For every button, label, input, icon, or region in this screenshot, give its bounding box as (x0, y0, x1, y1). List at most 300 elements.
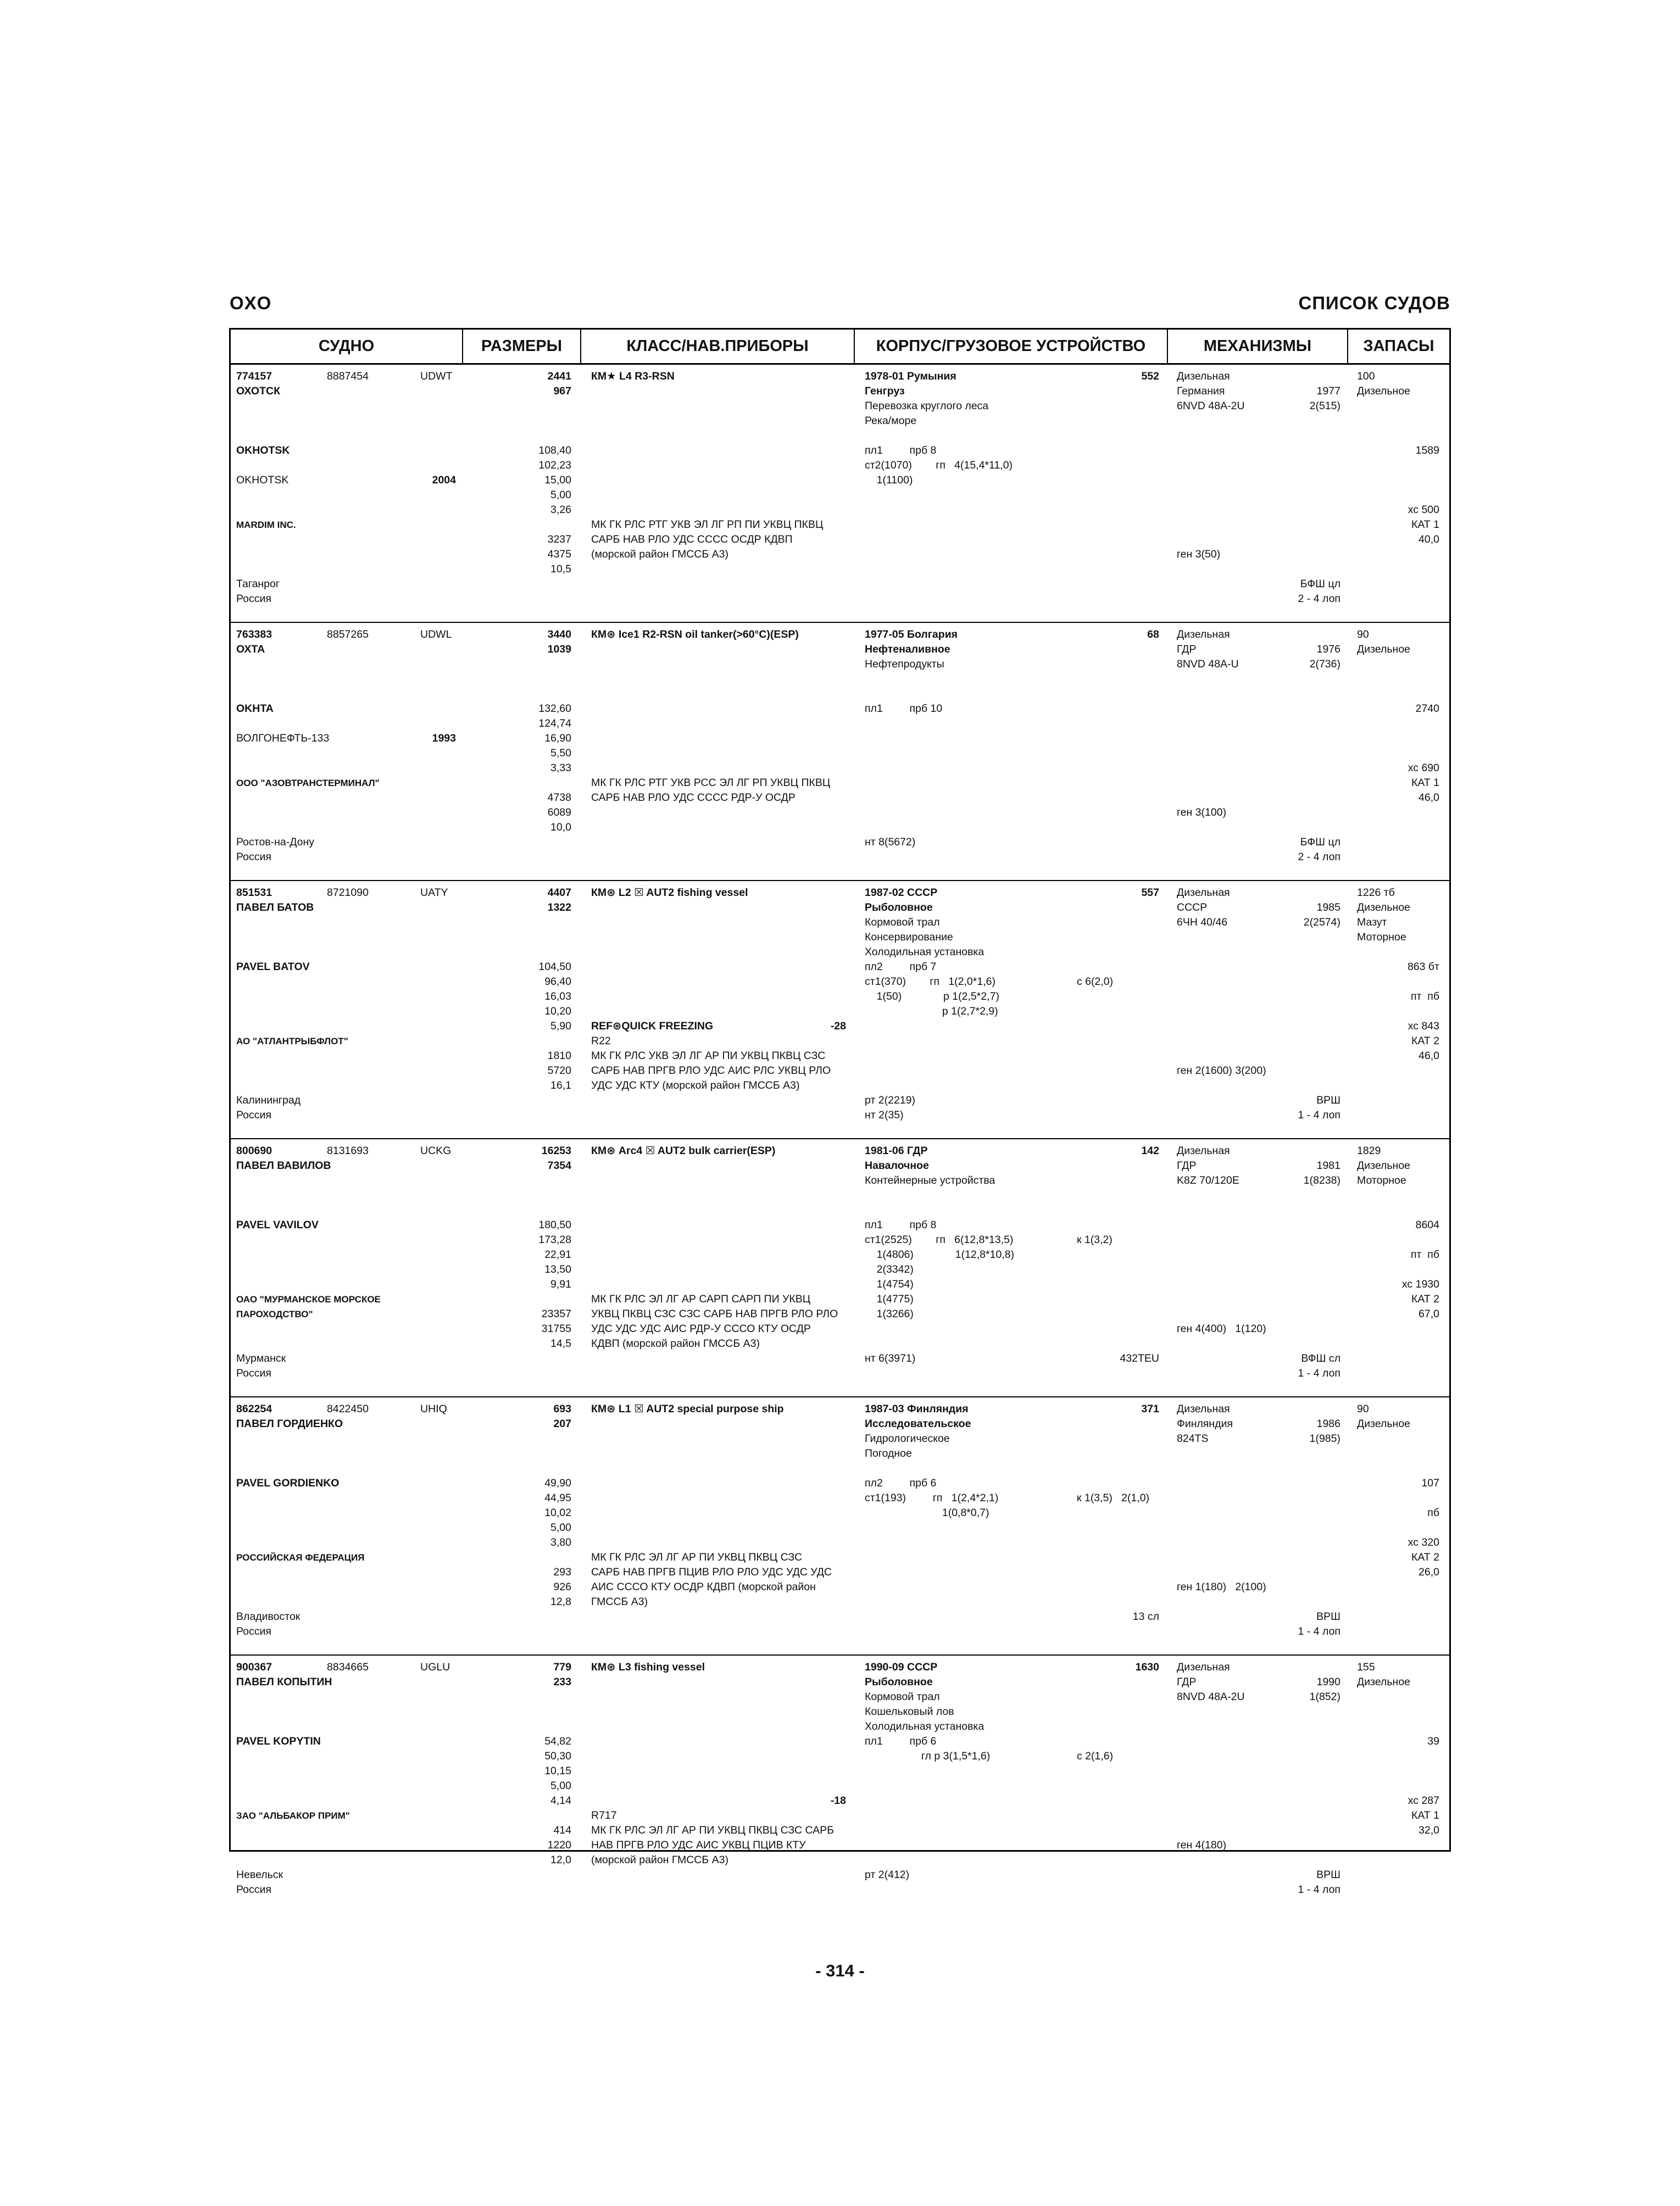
propeller-blades: 1 - 4 лоп (1298, 1109, 1340, 1121)
hold-line: ст1(2525) гп 6(12,8*13,5) (865, 1234, 1014, 1246)
crew-stock: хс 320 (1408, 1536, 1439, 1548)
reg-number: 774157 (236, 370, 272, 382)
engine-year: 1990 (1316, 1676, 1340, 1688)
nav-devices-line: (морской район ГМССБ А3) (591, 548, 728, 560)
ship-name-latin: PAVEL VAVILOV (236, 1219, 319, 1231)
ship-purpose: Нефтепродукты (865, 658, 944, 670)
nav-devices-line: МК ГК РЛС ЭЛ ЛГ АР ПИ УКВЦ ПКВЦ СЗС САРБ (591, 1824, 835, 1836)
country: Россия (236, 1109, 271, 1121)
size-value: 44,95 (544, 1492, 571, 1504)
stock-top: 100 (1357, 370, 1375, 382)
hull-number: 1630 (1135, 1661, 1159, 1673)
hold-line: р 1(2,7*2,9) (865, 1005, 998, 1017)
ship-name-latin: OKHTA (236, 703, 274, 715)
refrigeration-temp: -18 (830, 1795, 846, 1807)
hull-bottom-note: рт 2(2219) нт 2(35) (865, 1094, 915, 1121)
size-value: 5,00 (550, 489, 571, 501)
nav-devices-line: САРБ НАВ ПРГВ РЛО УДС АИС РЛС УКВЦ РЛО (591, 1065, 831, 1077)
ship-name: ПАВЕЛ БАТОВ (236, 901, 314, 913)
size-value: 967 (553, 385, 571, 397)
ship-purpose: Кошельковый лов (865, 1706, 954, 1718)
size-value: 5,90 (550, 1020, 571, 1032)
stock-top: 90 (1357, 1403, 1369, 1415)
size-value: 104,50 (538, 961, 571, 973)
ship-purpose: Кормовой трал (865, 1691, 940, 1703)
size-value: 9,91 (550, 1278, 571, 1290)
call-sign: UGLU (420, 1661, 450, 1673)
hold-line: 1(50) р 1(2,5*2,7) (865, 990, 999, 1002)
size-value: 3,33 (550, 762, 571, 774)
class-notation: КМ⊛ L1 ☒ AUT2 special purpose ship (591, 1403, 784, 1415)
container-capacity: 13 сл (1132, 1611, 1159, 1623)
hold-line: пл1 прб 8 (865, 444, 937, 456)
size-value: 16,1 (550, 1079, 571, 1091)
propeller: БФШ цл (1300, 836, 1340, 848)
engine-year: 1986 (1316, 1418, 1340, 1430)
size-value: 693 (553, 1403, 571, 1415)
stock-mid: 8604 (1415, 1219, 1439, 1231)
size-value: 10,0 (550, 821, 571, 833)
stock-mid2: пт пб (1410, 990, 1439, 1002)
size-value: 10,15 (544, 1765, 571, 1777)
crew-stock: хс 690 (1408, 762, 1439, 774)
ship-name-latin: PAVEL GORDIENKO (236, 1477, 340, 1489)
hold-line: 2(3342) 1(4754) 1(4775) 1(3266) (876, 1263, 914, 1320)
size-value: 180,50 (538, 1219, 571, 1231)
engine-type: Дизельная (1177, 370, 1230, 382)
hold-line: ст1(193) гп 1(2,4*2,1) (865, 1492, 999, 1504)
size-value: 15,00 (544, 474, 571, 486)
imo-number: 8422450 (327, 1403, 369, 1415)
owner: АО "АТЛАНТРЫБФЛОТ" (236, 1036, 348, 1046)
nav-devices-line: САРБ НАВ РЛО УДС СССС ОСДР КДВП (591, 533, 793, 545)
ship-type: Исследовательское (865, 1418, 971, 1430)
engine-type: Дизельная (1177, 1145, 1230, 1157)
size-value: 233 (553, 1676, 571, 1688)
stock-mid: 39 (1427, 1735, 1439, 1747)
running-header-left: OXO (230, 293, 272, 313)
country: Россия (236, 593, 271, 605)
stock-top: 1226 тб (1357, 887, 1395, 899)
hull-number: 552 (1141, 370, 1159, 382)
ship-name: ПАВЕЛ ГОРДИЕНКО (236, 1418, 343, 1430)
size-value: 23357 (541, 1308, 571, 1320)
class-notation: КМ★ L4 R3-RSN (591, 370, 675, 382)
country: Россия (236, 1884, 271, 1896)
size-value: 50,30 (544, 1750, 571, 1762)
propeller: ВРШ (1316, 1094, 1340, 1106)
country: Россия (236, 851, 271, 863)
former-name-year: 1993 (432, 732, 456, 744)
stock-fuel: Дизельное (1357, 1418, 1411, 1430)
ship-entry (231, 1139, 1449, 1397)
container-capacity: 432TEU (1120, 1352, 1159, 1364)
engine-model: 6ЧН 40/46 (1177, 916, 1228, 928)
engine-year: 1985 (1316, 901, 1340, 913)
generators: ген 4(400) 1(120) (1177, 1323, 1266, 1335)
crew-value: 46,0 (1418, 792, 1439, 804)
former-name-year: 2004 (432, 474, 456, 486)
size-value: 16,90 (544, 732, 571, 744)
stock-top: 155 (1357, 1661, 1375, 1673)
size-value: 5,50 (550, 747, 571, 759)
size-value: 4738 (547, 792, 571, 804)
call-sign: UDWT (420, 370, 453, 382)
crew-category: КАТ 1 (1411, 1809, 1439, 1821)
size-value: 108,40 (538, 444, 571, 456)
refrigeration-temp: -28 (830, 1020, 846, 1032)
stock-fuel: Мазут (1357, 916, 1387, 928)
crew-stock: хс 1930 (1401, 1278, 1439, 1290)
size-value: 4,14 (550, 1795, 571, 1807)
owner: MARDIM INC. (236, 520, 296, 530)
class-notation: КМ⊛ L2 ☒ AUT2 fishing vessel (591, 887, 748, 899)
home-port: Ростов-на-Дону (236, 836, 315, 848)
hull-bottom-note: нт 8(5672) (865, 836, 916, 848)
propeller: ВРШ (1316, 1869, 1340, 1881)
stock-fuel: Дизельное (1357, 901, 1411, 913)
propeller-blades: 1 - 4 лоп (1298, 1884, 1340, 1896)
size-value: 10,20 (544, 1005, 571, 1017)
home-port: Таганрог (236, 578, 280, 590)
size-value: 293 (553, 1566, 571, 1578)
col-header-dimensions: РАЗМЕРЫ (481, 337, 563, 355)
stock-mid2: пт пб (1410, 1249, 1439, 1261)
size-value: 3,80 (550, 1536, 571, 1548)
size-value: 12,0 (550, 1854, 571, 1866)
cargo-gear: к 1(3,5) 2(1,0) (1077, 1492, 1150, 1504)
engine-country: Германия (1177, 385, 1225, 397)
size-value: 6089 (547, 806, 571, 818)
engine-power: 1(8238) (1303, 1174, 1340, 1186)
build-info: 1977-05 Болгария (865, 628, 958, 640)
hull-number: 68 (1147, 628, 1159, 640)
hold-line: пл2 прб 7 (865, 961, 937, 973)
ship-entry (231, 1397, 1449, 1656)
build-info: 1987-02 СССР (865, 887, 938, 899)
class-notation: КМ⊛ Ice1 R2-RSN oil tanker(>60°C)(ESP) (591, 628, 799, 640)
crew-value: 67,0 (1418, 1308, 1439, 1320)
home-port: Невельск (236, 1869, 283, 1881)
build-info: 1978-01 Румыния (865, 370, 956, 382)
size-value: 4375 (547, 548, 571, 560)
hold-line: 1(1100) (865, 474, 913, 486)
size-value: 779 (553, 1661, 571, 1673)
nav-devices-line: МК ГК РЛС РТГ УКВ РСС ЭЛ ЛГ РП УКВЦ ПКВЦ (591, 777, 831, 789)
hold-line: ст2(1070) гп 4(15,4*11,0) (865, 459, 1013, 471)
cargo-gear: с 2(1,6) (1077, 1750, 1114, 1762)
stock-fuel: Дизельное (1357, 1160, 1411, 1172)
imo-number: 8131693 (327, 1145, 369, 1157)
size-value: 49,90 (544, 1477, 571, 1489)
reg-number: 862254 (236, 1403, 272, 1415)
hull-bottom-note: нт 6(3971) (865, 1352, 916, 1364)
nav-devices-line: САРБ НАВ ПРГВ ПЦИВ РЛО РЛО УДС УДС УДС (591, 1566, 832, 1578)
size-value: 31755 (541, 1323, 571, 1335)
nav-devices-line: МК ГК РЛС ЭЛ ЛГ АР ПИ УКВЦ ПКВЦ СЗС (591, 1551, 803, 1563)
engine-year: 1977 (1316, 385, 1340, 397)
reg-number: 800690 (236, 1145, 272, 1157)
nav-devices-line: УДС УДС УДС АИС РДР-У СССО КТУ ОСДР (591, 1323, 811, 1335)
crew-category: КАТ 1 (1411, 519, 1439, 531)
ship-name-latin: OKHOTSK (236, 444, 290, 456)
engine-type: Дизельная (1177, 1661, 1230, 1673)
size-value: 124,74 (538, 717, 571, 729)
propeller-blades: 1 - 4 лоп (1298, 1625, 1340, 1637)
size-value: 926 (553, 1581, 571, 1593)
crew-value: 46,0 (1418, 1050, 1439, 1062)
size-value: 3237 (547, 533, 571, 545)
class-notation: КМ⊛ Arc4 ☒ AUT2 bulk carrier(ESP) (591, 1145, 776, 1157)
size-value: 3,26 (550, 504, 571, 516)
country: Россия (236, 1367, 271, 1379)
engine-year: 1976 (1316, 643, 1340, 655)
engine-type: Дизельная (1177, 1403, 1230, 1415)
hold-line: пл1 прб 10 (865, 703, 943, 715)
hold-line: 1(0,8*0,7) (865, 1507, 989, 1519)
size-value: 2441 (547, 370, 571, 382)
engine-power: 2(515) (1309, 400, 1340, 412)
size-value: 5720 (547, 1065, 571, 1077)
stock-fuel: Моторное (1357, 1174, 1406, 1186)
stock-fuel: Дизельное (1357, 385, 1411, 397)
propeller-blades: 2 - 4 лоп (1298, 593, 1340, 605)
size-value: 14,5 (550, 1338, 571, 1350)
home-port: Калининград (236, 1094, 301, 1106)
col-header-stocks: ЗАПАСЫ (1363, 337, 1434, 355)
engine-country: ГДР (1177, 1676, 1197, 1688)
size-value: 1220 (547, 1839, 571, 1851)
ship-purpose: Гидрологическое (865, 1433, 950, 1445)
size-value: 173,28 (538, 1234, 571, 1246)
col-header-hull: КОРПУС/ГРУЗОВОЕ УСТРОЙСТВО (876, 337, 1146, 355)
table-header-row (231, 330, 1449, 365)
ship-name: ПАВЕЛ ВАВИЛОВ (236, 1160, 331, 1172)
hull-bottom-note: рт 2(412) (865, 1869, 910, 1881)
generators: ген 2(1600) 3(200) (1177, 1065, 1266, 1077)
engine-model: 6NVD 48A-2U (1177, 400, 1245, 412)
hold-line: пл2 прб 6 (865, 1477, 937, 1489)
nav-devices-line: ГМССБ А3) (591, 1596, 648, 1608)
build-info: 1981-06 ГДР (865, 1145, 928, 1157)
hull-number: 371 (1141, 1403, 1159, 1415)
nav-devices-line: R717 (591, 1809, 617, 1821)
country: Россия (236, 1625, 271, 1637)
propeller-blades: 1 - 4 лоп (1298, 1367, 1340, 1379)
ship-purpose: Река/море (865, 415, 917, 427)
engine-model: 8NVD 48A-2U (1177, 1691, 1245, 1703)
generators: ген 3(50) (1177, 548, 1221, 560)
engine-year: 1981 (1316, 1160, 1340, 1172)
nav-devices-line: R22 (591, 1035, 611, 1047)
hold-line: 1(4806) 1(12,8*10,8) (865, 1249, 1015, 1261)
size-value: 10,5 (550, 563, 571, 575)
ship-name-latin: PAVEL BATOV (236, 961, 310, 973)
engine-country: ГДР (1177, 643, 1197, 655)
crew-stock: хс 843 (1408, 1020, 1439, 1032)
crew-value: 40,0 (1418, 533, 1439, 545)
nav-devices-line: УКВЦ ПКВЦ СЗС СЗС САРБ НАВ ПРГВ РЛО РЛО (591, 1308, 838, 1320)
imo-number: 8887454 (327, 370, 369, 382)
hull-number: 557 (1141, 887, 1159, 899)
size-value: 1810 (547, 1050, 571, 1062)
stock-mid: 1589 (1415, 444, 1439, 456)
imo-number: 8834665 (327, 1661, 369, 1673)
ship-name-latin: PAVEL KOPYTIN (236, 1735, 321, 1747)
nav-devices-line: НАВ ПРГВ РЛО УДС АИС УКВЦ ПЦИВ КТУ (591, 1839, 806, 1851)
engine-power: 1(985) (1309, 1433, 1340, 1445)
engine-model: 824TS (1177, 1433, 1209, 1445)
ship-type: Генгруз (865, 385, 905, 397)
ship-purpose: Холодильная установка (865, 1720, 984, 1733)
stock-fuel: Дизельное (1357, 643, 1411, 655)
stock-mid2: пб (1427, 1507, 1439, 1519)
page-number: - 314 - (815, 1961, 865, 1980)
build-info: 1990-09 СССР (865, 1661, 938, 1673)
build-info: 1987-03 Финляндия (865, 1403, 969, 1415)
nav-devices-line: САРБ НАВ РЛО УДС СССС РДР-У ОСДР (591, 792, 796, 804)
size-value: 102,23 (538, 459, 571, 471)
ship-type: Нефтеналивное (865, 643, 950, 655)
engine-country: СССР (1177, 901, 1208, 913)
engine-type: Дизельная (1177, 887, 1230, 899)
size-value: 5,00 (550, 1780, 571, 1792)
engine-power: 2(736) (1309, 658, 1340, 670)
owner: РОССИЙСКАЯ ФЕДЕРАЦИЯ (236, 1552, 365, 1563)
hold-line: пл1 прб 6 (865, 1735, 937, 1747)
owner: ООО "АЗОВТРАНСТЕРМИНАЛ" (236, 778, 380, 788)
call-sign: UATY (420, 887, 448, 899)
crew-stock: хс 287 (1408, 1795, 1439, 1807)
size-value: 13,50 (544, 1263, 571, 1275)
call-sign: UCKG (420, 1145, 452, 1157)
nav-devices-line: (морской район ГМССБ А3) (591, 1854, 728, 1866)
imo-number: 8721090 (327, 887, 369, 899)
cargo-gear: к 1(3,2) (1077, 1234, 1112, 1246)
ship-entry (231, 1656, 1449, 1914)
size-value: 10,02 (544, 1507, 571, 1519)
stock-top: 90 (1357, 628, 1369, 640)
ship-name: ПАВЕЛ КОПЫТИН (236, 1676, 332, 1688)
refrigeration-class: REF⊛QUICK FREEZING (591, 1020, 714, 1032)
ship-purpose: Консервирование (865, 931, 953, 943)
home-port: Мурманск (236, 1352, 286, 1364)
crew-category: КАТ 2 (1411, 1293, 1439, 1305)
ship-type: Навалочное (865, 1160, 929, 1172)
size-value: 96,40 (544, 976, 571, 988)
nav-devices-line: УДС УДС КТУ (морской район ГМССБ А3) (591, 1079, 800, 1091)
size-value: 12,8 (550, 1596, 571, 1608)
former-name: ВОЛГОНЕФТЬ-133 (236, 732, 330, 744)
ship-type: Рыболовное (865, 1676, 933, 1688)
propeller: ВРШ (1316, 1611, 1340, 1623)
crew-value: 32,0 (1418, 1824, 1439, 1836)
former-name: OKHOTSK (236, 474, 289, 486)
ship-entry (231, 881, 1449, 1139)
ship-purpose: Погодное (865, 1447, 912, 1459)
nav-devices-line: МК ГК РЛС УКВ ЭЛ ЛГ АР ПИ УКВЦ ПКВЦ СЗС (591, 1050, 826, 1062)
size-value: 54,82 (544, 1735, 571, 1747)
size-value: 4407 (547, 887, 571, 899)
size-value: 1322 (547, 901, 571, 913)
stock-mid: 863 бт (1407, 961, 1439, 973)
engine-country: ГДР (1177, 1160, 1197, 1172)
ship-entry (231, 623, 1449, 881)
nav-devices-line: АИС СССО КТУ ОСДР КДВП (морской район (591, 1581, 816, 1593)
ship-purpose: Перевозка круглого леса (865, 400, 989, 412)
engine-model: K8Z 70/120E (1177, 1174, 1239, 1186)
nav-devices-line: МК ГК РЛС ЭЛ ЛГ АР САРП САРП ПИ УКВЦ (591, 1293, 811, 1305)
stock-fuel: Дизельное (1357, 1676, 1411, 1688)
ship-purpose: Контейнерные устройства (865, 1174, 995, 1186)
engine-type: Дизельная (1177, 628, 1230, 640)
generators: ген 1(180) 2(100) (1177, 1581, 1266, 1593)
propeller: ВФШ сл (1301, 1352, 1340, 1364)
size-value: 22,91 (544, 1249, 571, 1261)
size-value: 1039 (547, 643, 571, 655)
size-value: 5,00 (550, 1522, 571, 1534)
crew-category: КАТ 1 (1411, 777, 1439, 789)
ship-register-table (229, 328, 1451, 1896)
size-value: 207 (553, 1418, 571, 1430)
imo-number: 8857265 (327, 628, 369, 640)
crew-stock: хс 500 (1408, 504, 1439, 516)
engine-power: 1(852) (1309, 1691, 1340, 1703)
hold-line: пл1 прб 8 (865, 1219, 937, 1231)
size-value: 7354 (547, 1160, 571, 1172)
call-sign: UHIQ (420, 1403, 447, 1415)
crew-category: КАТ 2 (1411, 1551, 1439, 1563)
engine-model: 8NVD 48A-U (1177, 658, 1239, 670)
hull-number: 142 (1141, 1145, 1159, 1157)
crew-category: КАТ 2 (1411, 1035, 1439, 1047)
hold-line: гл р 3(1,5*1,6) (865, 1750, 991, 1762)
stock-top: 1829 (1357, 1145, 1381, 1157)
home-port: Владивосток (236, 1611, 301, 1623)
ship-purpose: Кормовой трал (865, 916, 940, 928)
nav-devices-line: МК ГК РЛС РТГ УКВ ЭЛ ЛГ РП ПИ УКВЦ ПКВЦ (591, 519, 824, 531)
owner: ЗАО "АЛЬБАКОР ПРИМ" (236, 1811, 350, 1821)
crew-value: 26,0 (1418, 1566, 1439, 1578)
stock-mid: 2740 (1415, 703, 1439, 715)
size-value: 132,60 (538, 703, 571, 715)
ship-purpose: Холодильная установка (865, 946, 984, 958)
call-sign: UDWL (420, 628, 452, 640)
ship-type: Рыболовное (865, 901, 933, 913)
col-header-ship: СУДНО (318, 337, 375, 355)
owner: ОАО "МУРМАНСКОЕ МОРСКОЕ ПАРОХОДСТВО" (236, 1294, 381, 1319)
ship-entry (231, 365, 1449, 623)
size-value: 16,03 (544, 990, 571, 1002)
propeller: БФШ цл (1300, 578, 1340, 590)
nav-devices-line: КДВП (морской район ГМССБ А3) (591, 1338, 760, 1350)
cargo-gear: с 6(2,0) (1077, 976, 1114, 988)
size-value: 16253 (541, 1145, 571, 1157)
engine-power: 2(2574) (1303, 916, 1340, 928)
reg-number: 851531 (236, 887, 272, 899)
hold-line: ст1(370) гп 1(2,0*1,6) (865, 976, 995, 988)
class-notation: КМ⊛ L3 fishing vessel (591, 1661, 705, 1673)
ship-name: ОХОТСК (236, 385, 280, 397)
ship-name: ОХТА (236, 643, 265, 655)
running-header-right: СПИСОК СУДОВ (1298, 293, 1450, 313)
propeller-blades: 2 - 4 лоп (1298, 851, 1340, 863)
reg-number: 900367 (236, 1661, 272, 1673)
size-value: 414 (553, 1824, 571, 1836)
engine-country: Финляндия (1177, 1418, 1233, 1430)
generators: ген 3(100) (1177, 806, 1227, 818)
size-value: 3440 (547, 628, 571, 640)
